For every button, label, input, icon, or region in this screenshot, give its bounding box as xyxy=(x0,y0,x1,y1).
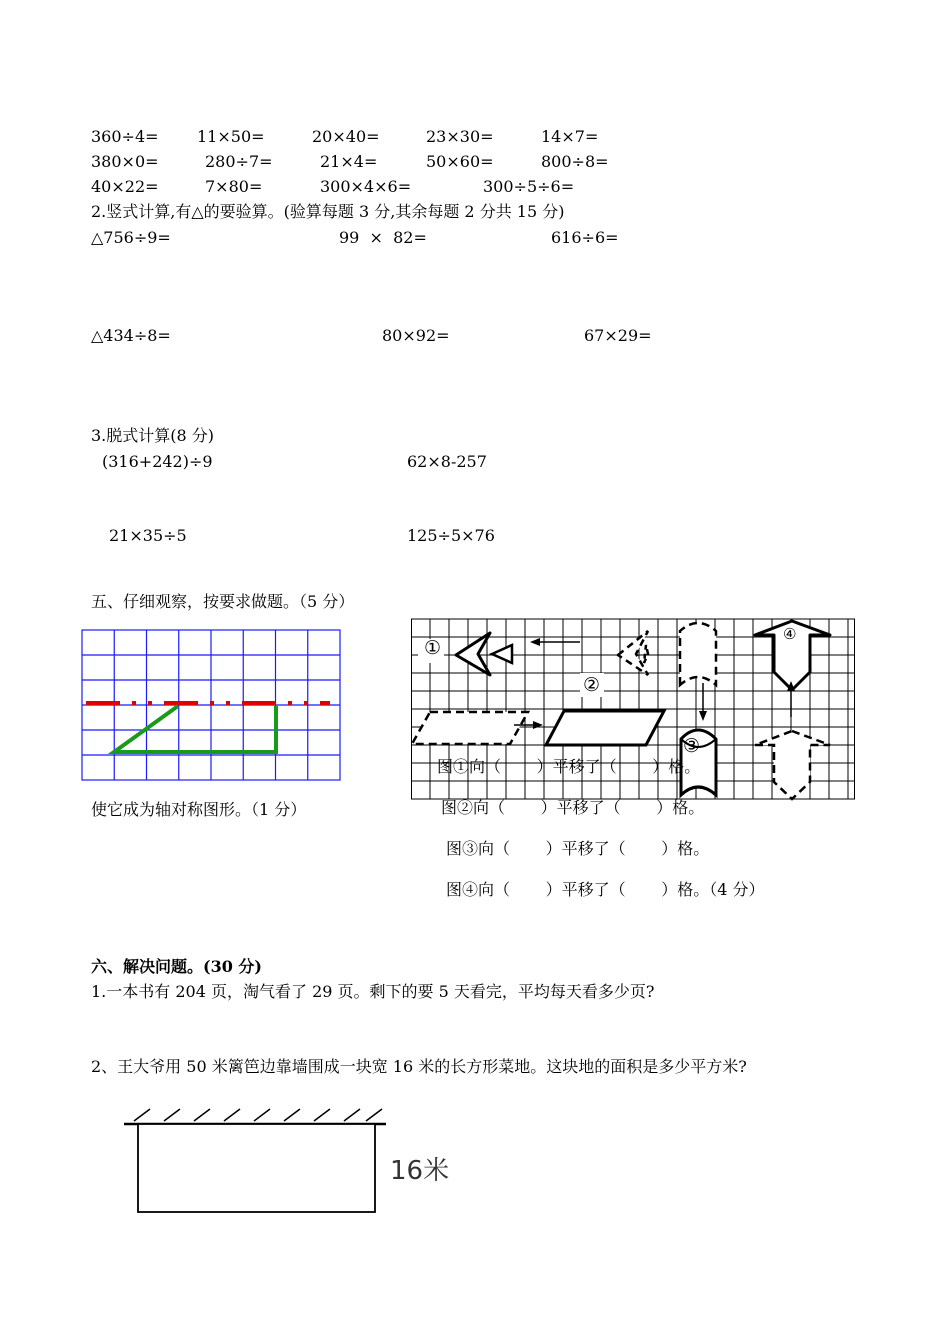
oral-item: 800÷8= xyxy=(541,152,609,171)
oral-item: 11×50= xyxy=(197,127,265,146)
shape-4-label: ④ xyxy=(783,625,797,643)
shape-4-dashed xyxy=(755,731,830,799)
shape-1-label: ① xyxy=(424,637,442,659)
oral-item: 280÷7= xyxy=(205,152,273,171)
shape-1-dashed-small xyxy=(644,645,648,663)
section6-heading: 六、解决问题。(30 分) xyxy=(91,957,262,976)
stepwise-heading: 3.脱式计算(8 分) xyxy=(91,426,215,445)
shape-3-dashed xyxy=(680,623,716,685)
vertical-item: △434÷8= xyxy=(91,326,171,345)
oral-item: 40×22= xyxy=(91,177,159,196)
shape-3-label: ③ xyxy=(683,735,701,757)
shape-1-solid xyxy=(456,633,490,675)
translation-line: 图②向（ ）平移了（ ）格。 xyxy=(441,798,705,817)
wall-hatching xyxy=(134,1109,382,1121)
vertical-item: 67×29= xyxy=(584,326,652,345)
oral-item: 20×40= xyxy=(312,127,380,146)
shape-2-label: ② xyxy=(583,674,601,696)
shape-1-dashed xyxy=(618,631,648,675)
vertical-item: 80×92= xyxy=(382,326,450,345)
symmetry-task: 使它成为轴对称图形。（1 分） xyxy=(91,800,307,819)
oral-item: 23×30= xyxy=(426,127,494,146)
oral-item: 7×80= xyxy=(205,177,263,196)
green-half-shape xyxy=(114,706,276,752)
stepwise-item: 125÷5×76 xyxy=(407,526,495,545)
stepwise-item: 21×35÷5 xyxy=(109,526,187,545)
symmetry-grid-figure xyxy=(80,628,344,784)
section5-heading: 五、仔细观察，按要求做题。（5 分） xyxy=(91,592,355,611)
oral-item: 50×60= xyxy=(426,152,494,171)
question-2: 2、王大爷用 50 米篱笆边靠墙围成一块宽 16 米的长方形菜地。这块地的面积是多少平方米? xyxy=(91,1057,747,1076)
oral-item: 300×4×6= xyxy=(320,177,412,196)
vertical-item: 99 × 82= xyxy=(339,228,427,247)
oral-item: 21×4= xyxy=(320,152,378,171)
stepwise-item: (316+242)÷9 xyxy=(102,452,213,471)
vertical-item: △756÷9= xyxy=(91,228,171,247)
stepwise-item: 62×8-257 xyxy=(407,452,487,471)
vertical-heading: 2.竖式计算,有△的要验算。(验算每题 3 分,其余每题 2 分共 15 分) xyxy=(91,202,565,221)
oral-item: 300÷5÷6= xyxy=(483,177,575,196)
translation-line: 图③向（ ）平移了（ ）格。 xyxy=(446,839,710,858)
oral-item: 380×0= xyxy=(91,152,159,171)
garden-diagram xyxy=(120,1105,390,1217)
oral-item: 14×7= xyxy=(541,127,599,146)
translation-line: 图④向（ ）平移了（ ）格。（4 分） xyxy=(446,880,765,899)
shape-1-small-triangle xyxy=(492,645,512,663)
garden-rectangle xyxy=(138,1124,375,1212)
shape-2-solid xyxy=(546,711,664,745)
question-1: 1.一本书有 204 页，淘气看了 29 页。剩下的要 5 天看完，平均每天看多少页? xyxy=(91,982,655,1001)
width-label: 16米 xyxy=(390,1156,450,1186)
oral-item: 360÷4= xyxy=(91,127,159,146)
shape-2-dashed xyxy=(412,712,528,744)
translation-line: 图①向（ ）平移了（ ）格。 xyxy=(437,757,701,776)
vertical-item: 616÷6= xyxy=(551,228,619,247)
